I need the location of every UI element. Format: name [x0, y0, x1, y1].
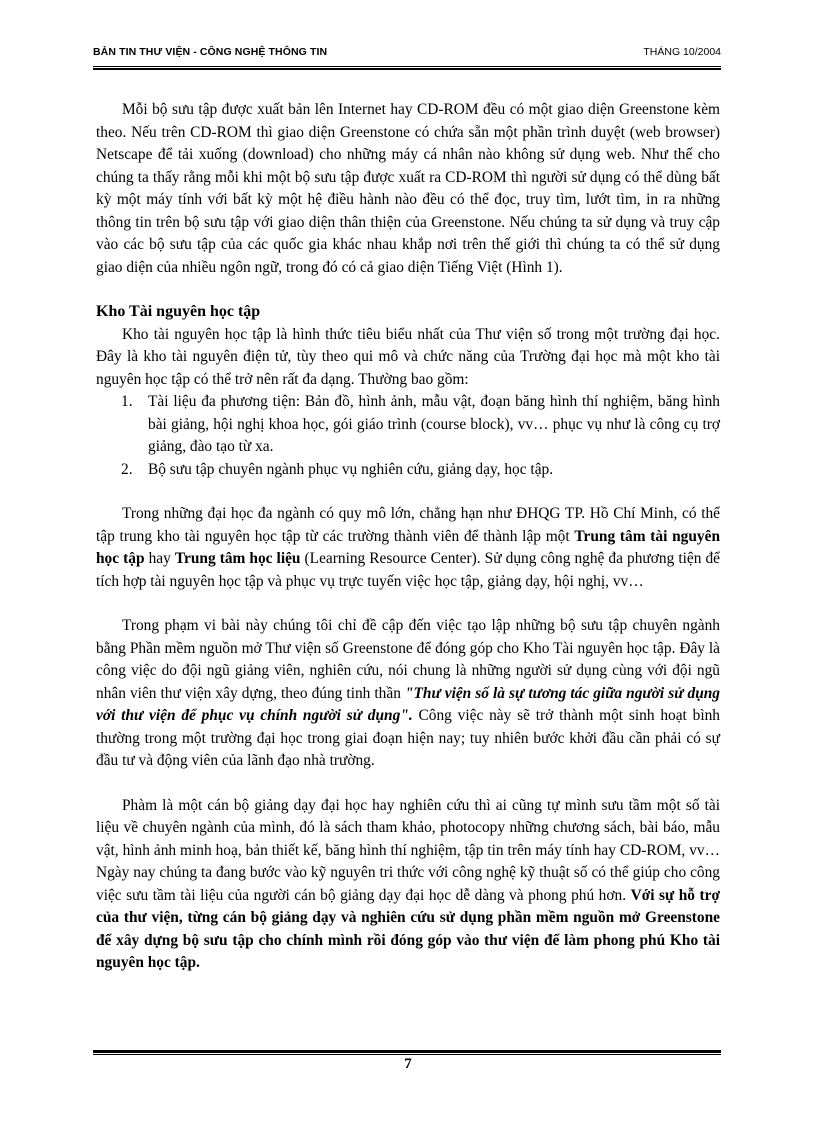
footer-rule	[93, 1050, 721, 1055]
paragraph-greenstone-interface: Mỗi bộ sưu tập được xuất bản lên Internet hay CD-ROM đều có một giao diện Greenstone kèm theo. Nếu trên CD-ROM thì giao diện Greenstone có chứa sẵn một phần trình duyệt (web browser) Netscape để tải xuống (download) cho những máy cá nhân nào không sử dụng web. Như thế cho chúng ta thấy rằng mỗi khi một bộ sưu tập được xuất ra CD-ROM thì người sử dụng có thể dùng bất kỳ một máy tính với bất kỳ một hệ điều hành nào đều có thể đọc, truy tìm, lướt tìm, in ra những thông tin trên bộ sưu tập với giao diện thân thiện của Greenstone. Nếu chúng ta sử dụng và truy cập vào các bộ sưu tập của các quốc gia khác nhau khắp nơi trên thế giới thì chúng ta có thể sử dụng giao diện của nhiều ngôn ngữ, trong đó có cả giao diện Tiếng Việt (Hình 1).	[96, 101, 720, 276]
running-header	[93, 46, 721, 68]
paragraph-faculty-collections	[96, 795, 720, 975]
paragraph-scope	[96, 615, 720, 773]
article-body	[96, 99, 720, 975]
text-run: hay	[144, 550, 175, 567]
list-text: Tài liệu đa phương tiện: Bản đồ, hình ảnh, mẫu vật, đoạn băng hình thí nghiệm, băng hình bài giảng, hội nghị khoa học, gói giáo trình (course block), vv… phục vụ như là công cụ trợ giảng, đào tạo từ xa.	[148, 393, 720, 455]
list-item	[96, 391, 720, 459]
list-number: 2.	[121, 460, 133, 478]
bold-emphasis: Với sự hỗ trợ của thư viện, từng cán bộ giảng dạy và nghiên cứu sử dụng phần mềm nguồn mở Greenstone để xây dựng bộ sưu tập cho chính mình rồi đóng góp vào thư viện để làm phong phú Kho tài nguyên học tập.	[96, 886, 720, 971]
paragraph-resource-center	[96, 503, 720, 593]
header-title: BẢN TIN THƯ VIỆN - CÔNG NGHỆ THÔNG TIN	[93, 46, 328, 58]
quote-emphasis: "Thư viện số là sự tương tác giữa người sử dụng với thư viện để phục vụ chính người sử dụng".	[96, 684, 721, 724]
list-text: Bộ sưu tập chuyên ngành phục vụ nghiên cứu, giảng dạy, học tập.	[148, 460, 554, 478]
list-item	[96, 459, 720, 482]
list-number: 1.	[121, 393, 133, 410]
text-run: Trong những đại học đa ngành có quy mô lớn, chẳng hạn như ĐHQG TP. Hồ Chí Minh, có thể tập trung kho tài nguyên học tập từ các trường thành viên để thành lập một	[96, 505, 720, 545]
text-run: (Learning Resource Center). Sử dụng công nghệ đa phương tiện để tích hợp tài nguyên học tập và phục vụ trực tuyến việc học tập, giảng dạy, hội nghị, vv…	[96, 550, 720, 590]
header-date: THÁNG 10/2004	[643, 46, 721, 58]
text-run: Trong phạm vi bài này chúng tôi chỉ đề cập đến việc tạo lập những bộ sưu tập chuyên ngành bằng Phần mềm nguồn mở Thư viện số Greenstone để đóng góp cho Kho Tài nguyên học tập. Đây là công việc do đội ngũ giảng viên, nghiên cứu, nói chung là những người sử dụng cùng với đội ngũ nhân viên thư viện xây dựng, theo đúng tinh thần	[96, 617, 720, 702]
bold-term: Trung tâm học liệu	[174, 550, 301, 567]
text-run: Công việc này sẽ trở thành một sinh hoạt bình thường trong một trường đại học trong giai đoạn hiện nay; tuy nhiên bước khởi đầu cần phải có sự đầu tư và động viên của lãnh đạo nhà trường.	[96, 707, 720, 769]
section-heading: Kho Tài nguyên học tập	[96, 303, 261, 320]
repository-list	[96, 391, 720, 481]
header-rule	[93, 66, 721, 70]
page-number: 7	[404, 1056, 412, 1072]
paragraph-learning-repository: Kho tài nguyên học tập là hình thức tiêu biểu nhất của Thư viện số trong một trường đại học. Đây là kho tài nguyên điện tử, tùy theo qui mô và chức năng của Trường đại học mà một kho tài nguyên học tập có thể trở nên rất đa dạng. Thường bao gồm:	[96, 325, 720, 388]
text-run: Phàm là một cán bộ giảng dạy đại học hay nghiên cứu thì ai cũng tự mình sưu tầm một số tài liệu về chuyên ngành của mình, đó là sách tham khảo, photocopy những chương sách, bài báo, mẫu vật, hình ảnh minh hoạ, bản thiết kế, băng hình thí nghiệm, tập tin trên máy tính hay CD-ROM, vv…Ngày nay chúng ta đang bước vào kỹ nguyên tri thức với công nghệ kỹ thuật số có thể giúp cho công việc sưu tầm tài liệu của người cán bộ giảng dạy đại học dễ dàng và phong phú hơn.	[96, 796, 720, 904]
bold-term: Trung tâm tài nguyên học tập	[96, 527, 720, 567]
